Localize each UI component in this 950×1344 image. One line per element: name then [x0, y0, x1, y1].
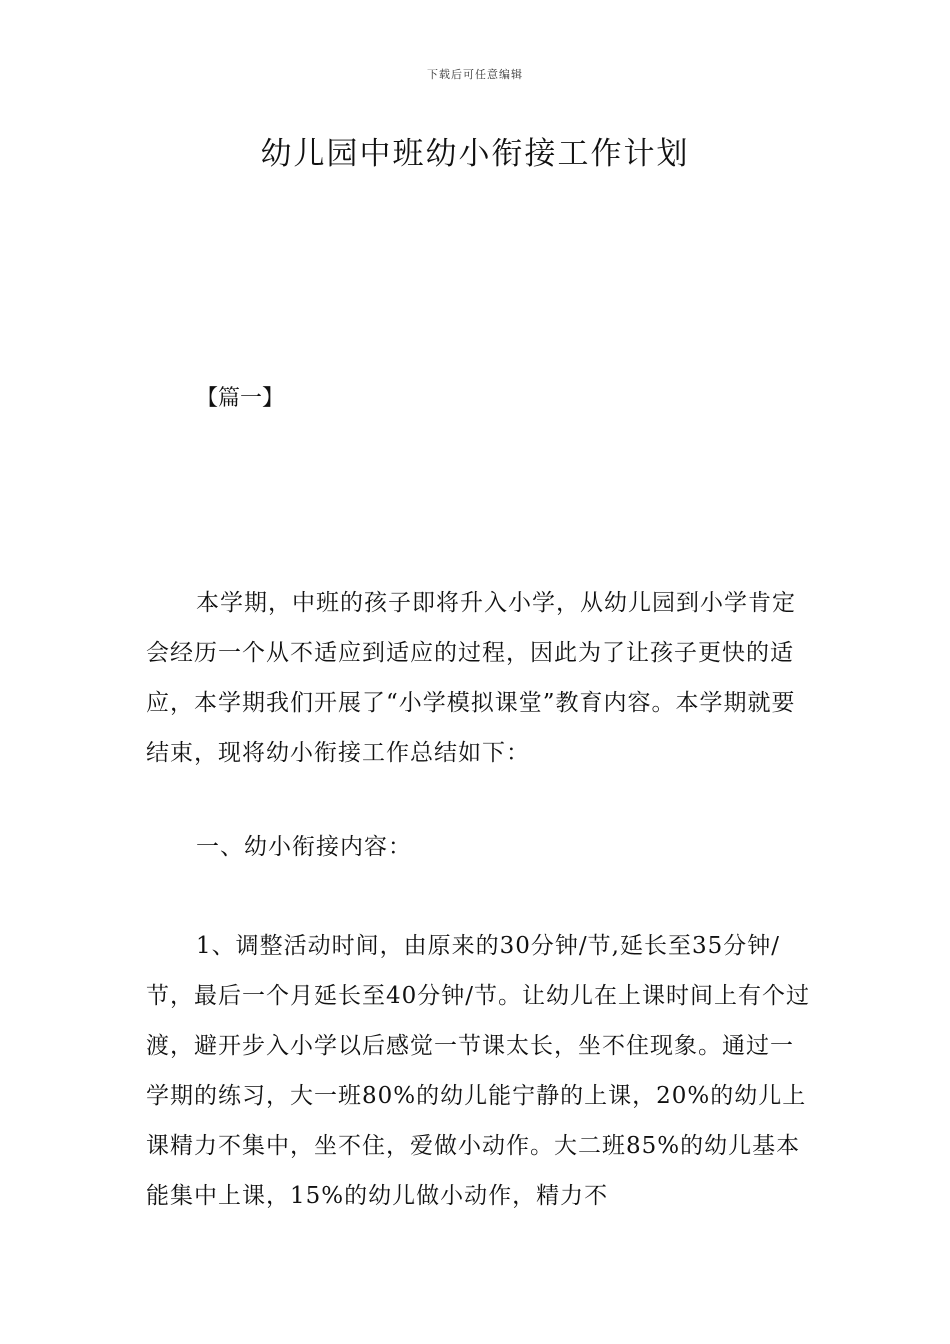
- intro-paragraph-block: [146, 578, 811, 778]
- document-title: 幼儿园中班幼小衔接工作计划: [260, 136, 690, 172]
- page-header-note: 下载后可任意编辑: [427, 68, 523, 81]
- point-one-paragraph: 1、调整活动时间，由原来的30分钟/节,延长至35分钟/节，最后一个月延长至40分钟/节。让幼儿在上课时间上有个过渡，避开步入小学以后感觉一节课太长，坐不住现象。通过一学期的练习，大一班80%的幼儿能宁静的上课，20%的幼儿上课精力不集中，坐不住，爱做小动作。大二班85%的幼儿基本能集中上课，15%的幼儿做小动作，精力不: [146, 933, 811, 1209]
- section-heading-one: 一、幼小衔接内容：: [196, 834, 412, 860]
- intro-paragraph: 本学期，中班的孩子即将升入小学，从幼儿园到小学肯定会经历一个从不适应到适应的过程，因此为了让孩子更快的适应，本学期我们开展了“小学模拟课堂”教育内容。本学期就要结束，现将幼小衔接工作总结如下：: [146, 590, 796, 766]
- point-one-block: [146, 921, 811, 1221]
- section-tag: 【篇一】: [196, 386, 285, 411]
- heading-one-block: [146, 822, 811, 872]
